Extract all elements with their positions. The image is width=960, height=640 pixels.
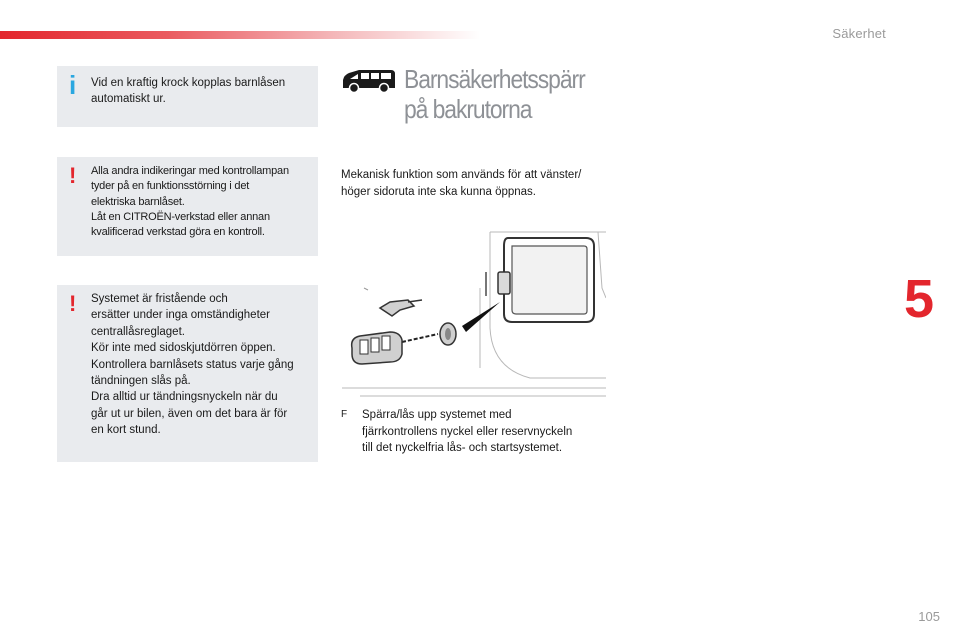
warning-note-indicator: [57, 157, 318, 256]
info-icon: i: [69, 70, 77, 100]
van-icon: [339, 66, 399, 94]
page-title: Barnsäkerhetsspärr på bakrutorna: [404, 64, 585, 124]
header-accent-bar: [0, 31, 480, 39]
info-note: [57, 66, 318, 127]
warning-note-text: Systemet är fristående och ersätter under inga omständigheter centrallåsreglaget. Kör inte med sidoskjutdörren öppen. Kontrollera barnlåsets status varje gång tändningen slås på. Dra alltid ur tändningsnyckeln när du går ut ur bilen, även om det bara är för en kort stund.: [91, 293, 294, 437]
warning-icon: !: [69, 163, 77, 188]
step-text: Spärra/lås upp systemet med fjärrkontrollens nyckel eller reservnyckeln till det nyckelfria lås- och startsystemet.: [362, 409, 573, 454]
chapter-number: 5: [904, 269, 935, 329]
step-bullet: F: [341, 409, 348, 420]
warning-note-text: Alla andra indikeringar med kontrollampan tyder på en funktionsstörning i det elektriska barnlåset. Låt en CITROËN-verkstad eller annan kvalificerad verkstad göra en kontroll.: [91, 165, 289, 239]
page-number: 105: [918, 609, 940, 624]
intro-text: Mekanisk funktion som används för att vänster/ höger sidoruta inte ska kunna öppnas.: [341, 169, 582, 198]
warning-note-system: [57, 285, 318, 462]
section-title: Säkerhet: [832, 26, 886, 41]
info-note-text: Vid en kraftig krock kopplas barnlåsen automatiskt ur.: [91, 77, 286, 105]
key-lock-illustration: [340, 228, 606, 400]
warning-icon: !: [69, 291, 77, 316]
